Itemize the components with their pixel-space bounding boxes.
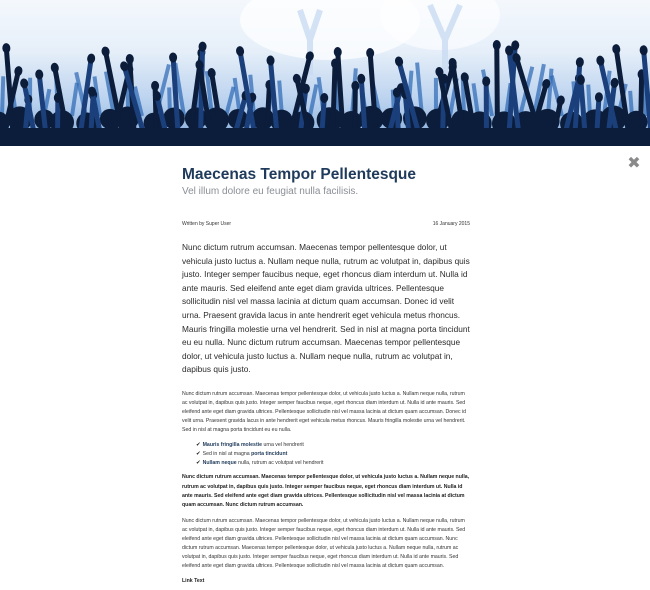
list-item: ✔ Mauris fringilla molestie urna vel hendrerit [196,442,304,449]
list-item: ✔ Nullam neque nulla, rutrum ac volutpat vel hendrerit [196,460,324,467]
checkmark-icon: ✔ [196,442,201,449]
body-paragraph: Nunc dictum rutrum accumsan. Maecenas tempor pellentesque dolor, ut vehicula justo luctus a. Nullam neque nulla, rutrum ac volutpat in, dapibus quis justo. Integer semper faucibus neque, eget rhoncus diam interdum ut. Nulla id ante mauris. Sed eleifend ante eget diam gravida ultrices. Pellentesque sollicitudin nisl vel massa lacinia at dictum quam accumsan. Donec id velit urna. Praesent gravida lacus in ante hendrerit eget vehicula metus rhoncus. Mauris fringilla molestie urna vel hendrerit. Sed in nisl at magna porta tincidunt eu eu nulla. [182,390,467,434]
checkmark-icon: ✔ [196,460,201,467]
lead-paragraph: Nunc dictum rutrum accumsan. Maecenas tempor pellentesque dolor, ut vehicula justo luctus a. Nullam neque nulla, rutrum ac volutpat in, dapibus quis justo. Integer semper faucibus neque, eget rhoncus diam interdum ut. Nulla id ante mauris. Sed eleifend ante eget diam gravida ultrices. Pellentesque sollicitudin nisl vel massa lacinia at dictum quam accumsan. Donec id velit urna. Praesent gravida lacus in ante hendrerit eget vehicula metus rhoncus. Mauris fringilla molestie urna vel hendrerit. Sed in nisl at magna porta tincidunt eu eu nulla. Nunc dictum rutrum accumsan. Maecenas tempor pellentesque dolor, ut vehicula justo luctus a. Nullam neque nulla, rutrum ac volutpat in, dapibus quis justo. [182,242,470,375]
check-list [196,441,470,468]
close-icon[interactable]: ✖ [627,153,641,172]
list-item: ✔ Sed in nisl at magna porta tincidunt [196,451,288,458]
bold-paragraph: Nunc dictum rutrum accumsan. Maecenas tempor pellentesque dolor, ut vehicula justo luctus a. Nullam neque nulla, rutrum ac volutpat in, dapibus quis justo. Integer semper faucibus neque, eget rhoncus diam interdum ut. Nulla id ante mauris. Sed eleifend ante eget diam gravida ultrices. Pellentesque sollicitudin nisl vel massa lacinia at dictum quam accumsan. Nunc dictum rutrum accumsan. [182,474,470,508]
checkmark-icon: ✔ [196,451,201,458]
article-title: Maecenas Tempor Pellentesque [182,166,417,183]
article [182,165,470,586]
article-date: 16 January 2015 [432,221,470,227]
article-meta [182,220,470,228]
crowd-image [0,0,650,146]
article-author: Written by Super User [182,221,232,227]
article-subtitle: Vel illum dolore eu feugiat nulla facilisis. [182,186,359,197]
hero-banner [0,0,650,146]
link-text[interactable]: Link Text [182,578,205,585]
body-paragraph: Nunc dictum rutrum accumsan. Maecenas tempor pellentesque dolor, ut vehicula justo luctus a. Nullam neque nulla, rutrum ac volutpat in, dapibus quis justo. Integer semper faucibus neque, eget rhoncus diam interdum ut. Nulla id ante mauris. Sed eleifend ante eget diam gravida ultrices. Pellentesque sollicitudin nisl vel massa lacinia at dictum quam accumsan. Nunc dictum rutrum accumsan. Maecenas tempor pellentesque dolor, ut vehicula justo luctus a. Nullam neque nulla, rutrum ac volutpat in, dapibus quis justo. Integer semper faucibus neque, eget rhoncus diam interdum ut. Nulla id ante mauris. Sed eleifend ante eget diam gravida ultrices. Pellentesque sollicitudin nisl vel massa lacinia at dictum quam accumsan. [182,517,466,570]
